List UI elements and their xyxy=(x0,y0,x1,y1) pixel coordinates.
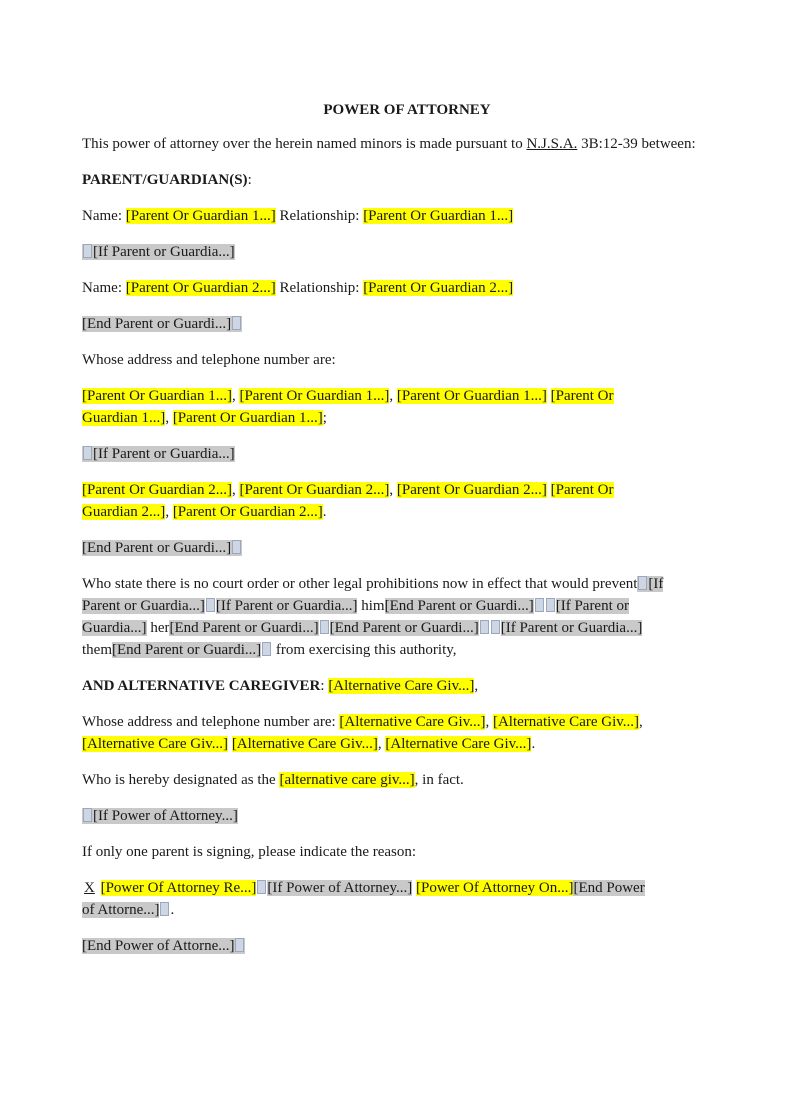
field-marker-icon xyxy=(232,316,241,330)
period: . xyxy=(322,504,327,520)
if-poa-label: [If Power of Attorney...] xyxy=(93,808,238,824)
conditional-block[interactable]: [End Parent or Guardi...] xyxy=(112,642,262,658)
field-marker-icon xyxy=(257,880,266,894)
parents-heading: PARENT/GUARDIAN(S) xyxy=(82,172,248,188)
if-poa-line xyxy=(82,805,722,827)
alt-caregiver-name-field[interactable]: [Alternative Care Giv...] xyxy=(328,678,475,694)
field-marker-icon xyxy=(83,808,92,822)
parent1-zip-field-cont[interactable]: Guardian 1...] xyxy=(82,410,166,426)
reason-field-1[interactable]: [Power Of Attorney Re...] xyxy=(100,880,257,896)
name-label: Name: xyxy=(82,208,126,224)
field-marker-icon xyxy=(262,642,271,656)
end-parent-label: [End Parent or Guardi...] xyxy=(82,316,232,332)
comma: , xyxy=(389,482,397,498)
parent2-line xyxy=(82,277,722,299)
conditional-block[interactable]: [If Power of Attorney...] xyxy=(267,880,413,896)
designation-text: Who is hereby designated as the xyxy=(82,772,280,788)
conditional-block[interactable]: [If Parent or Guardia...] xyxy=(500,620,643,636)
parent2-address-field[interactable]: [Parent Or Guardian 2...] xyxy=(82,482,232,498)
parent1-address-line xyxy=(82,385,722,429)
semicolon: ; xyxy=(322,410,327,426)
designation-line xyxy=(82,769,722,791)
conditional-block[interactable]: [End Parent or Guardi...] xyxy=(329,620,479,636)
field-marker-icon xyxy=(160,902,169,916)
alt-zip-field[interactable]: [Alternative Care Giv...] xyxy=(231,736,378,752)
comma: , xyxy=(389,388,397,404)
heading-colon: : xyxy=(247,172,252,188)
alt-caregiver-line xyxy=(82,675,722,697)
conditional-block[interactable] xyxy=(82,598,205,614)
pronoun-her: her xyxy=(146,620,170,636)
heading-colon: : xyxy=(320,678,329,694)
parent1-address-field[interactable]: [Parent Or Guardian 1...] xyxy=(82,388,232,404)
comma: , xyxy=(639,714,643,730)
document-title: POWER OF ATTORNEY xyxy=(323,102,491,118)
conditional-block[interactable]: [If Parent or Guardia...] xyxy=(215,598,358,614)
alt-caregiver-heading: AND ALTERNATIVE CAREGIVER xyxy=(82,678,321,694)
reason-checkmark[interactable]: X xyxy=(84,880,95,896)
conditional-block[interactable]: Guardia...] xyxy=(82,620,147,636)
designation-field[interactable]: [alternative care giv...] xyxy=(279,772,415,788)
comma: , xyxy=(377,736,386,752)
conditional-block[interactable] xyxy=(82,808,238,824)
parent1-relationship-field[interactable]: [Parent Or Guardian 1...] xyxy=(363,208,514,224)
parent2-name-field[interactable]: [Parent Or Guardian 2...] xyxy=(125,280,276,296)
field-marker-icon xyxy=(480,620,489,634)
pronoun-them: them xyxy=(82,642,112,658)
pronoun-him: him xyxy=(357,598,385,614)
address-label: Whose address and telephone number are: xyxy=(82,352,336,368)
document-body xyxy=(82,99,722,971)
if-parent-label: [If Parent or Guardia...] xyxy=(93,244,235,260)
one-parent-label: If only one parent is signing, please indicate the reason: xyxy=(82,844,417,860)
parent2-zip-field-cont[interactable]: Guardian 2...] xyxy=(82,504,166,520)
parent1-state-field[interactable]: [Parent Or Guardian 1...] xyxy=(396,388,547,404)
end-poa-label: [End Power of Attorne...] xyxy=(82,938,235,954)
alt-state-field[interactable]: [Alternative Care Giv...] xyxy=(82,736,229,752)
conditional-block[interactable] xyxy=(82,316,242,332)
comma: , xyxy=(165,504,173,520)
court-text: Who state there is no court order or other legal prohibitions now in effect that would prevent xyxy=(82,576,638,592)
intro-text-after: 3B:12-39 between: xyxy=(577,136,696,152)
field-marker-icon xyxy=(235,938,244,952)
parent2-zip-field[interactable]: [Parent Or xyxy=(550,482,614,498)
if-parent-line-1 xyxy=(82,241,722,263)
period: . xyxy=(170,902,175,918)
conditional-block[interactable] xyxy=(82,938,245,954)
if-parent-label: [If Parent or Guardia...] xyxy=(93,446,235,462)
parent2-relationship-field[interactable]: [Parent Or Guardian 2...] xyxy=(363,280,514,296)
court-order-paragraph xyxy=(82,573,722,661)
if-label: [If xyxy=(648,576,664,592)
reason-line xyxy=(82,877,722,921)
comma: , xyxy=(231,388,240,404)
court-text-end: from exercising this authority, xyxy=(272,642,457,658)
alt-address-field[interactable]: [Alternative Care Giv...] xyxy=(339,714,486,730)
conditional-block[interactable] xyxy=(82,446,235,462)
parent1-name-field[interactable]: [Parent Or Guardian 1...] xyxy=(125,208,276,224)
if-parent-line-2 xyxy=(82,443,722,465)
parent2-state-field[interactable]: [Parent Or Guardian 2...] xyxy=(396,482,547,498)
parent1-zip-field[interactable]: [Parent Or xyxy=(550,388,614,404)
alt-address-label: Whose address and telephone number are: xyxy=(82,714,340,730)
parent2-address-line xyxy=(82,479,722,523)
conditional-block[interactable] xyxy=(82,244,235,260)
end-parent-line-2 xyxy=(82,537,722,559)
field-marker-icon xyxy=(546,598,555,612)
end-parent-label: [End Parent or Guardi...] xyxy=(82,540,232,556)
conditional-block[interactable]: [End Parent or Guardi...] xyxy=(384,598,534,614)
relationship-label: Relationship: xyxy=(275,208,364,224)
if-label: Parent or Guardia...] xyxy=(82,598,205,614)
parent2-phone-field[interactable]: [Parent Or Guardian 2...] xyxy=(172,504,323,520)
field-marker-icon xyxy=(320,620,329,634)
alt-address-line xyxy=(82,711,722,755)
end-poa-line xyxy=(82,935,722,957)
parents-heading-line xyxy=(82,169,722,191)
alt-phone-field[interactable]: [Alternative Care Giv...] xyxy=(385,736,532,752)
field-marker-icon xyxy=(535,598,544,612)
comma: , xyxy=(485,714,493,730)
conditional-block[interactable]: [End Parent or Guardi...] xyxy=(169,620,319,636)
end-parent-line-1 xyxy=(82,313,722,335)
intro-text: This power of attorney over the herein named minors is made pursuant to xyxy=(82,136,527,152)
period: . xyxy=(531,736,536,752)
conditional-block[interactable]: of Attorne...] xyxy=(82,902,160,918)
conditional-block[interactable]: [End Power xyxy=(573,880,645,896)
conditional-block[interactable]: [If Parent or xyxy=(555,598,630,614)
field-marker-icon xyxy=(638,576,647,590)
statute-link: N.J.S.A. xyxy=(526,136,578,152)
conditional-block[interactable] xyxy=(637,576,663,592)
parent2-city-field[interactable]: [Parent Or Guardian 2...] xyxy=(239,482,390,498)
field-marker-icon xyxy=(491,620,500,634)
comma: , xyxy=(231,482,240,498)
designation-text-after: , in fact. xyxy=(414,772,464,788)
field-marker-icon xyxy=(83,446,92,460)
field-marker-icon xyxy=(83,244,92,258)
field-marker-icon xyxy=(206,598,215,612)
parent1-phone-field[interactable]: [Parent Or Guardian 1...] xyxy=(172,410,323,426)
parent1-line xyxy=(82,205,722,227)
relationship-label: Relationship: xyxy=(275,280,364,296)
comma: , xyxy=(165,410,173,426)
field-marker-icon xyxy=(232,540,241,554)
alt-city-field[interactable]: [Alternative Care Giv...] xyxy=(492,714,640,730)
reason-field-2[interactable]: [Power Of Attorney On...] xyxy=(415,880,574,896)
name-label: Name: xyxy=(82,280,126,296)
conditional-block[interactable] xyxy=(82,540,242,556)
intro-paragraph xyxy=(82,133,722,155)
parent1-city-field[interactable]: [Parent Or Guardian 1...] xyxy=(239,388,390,404)
comma: , xyxy=(474,678,479,694)
